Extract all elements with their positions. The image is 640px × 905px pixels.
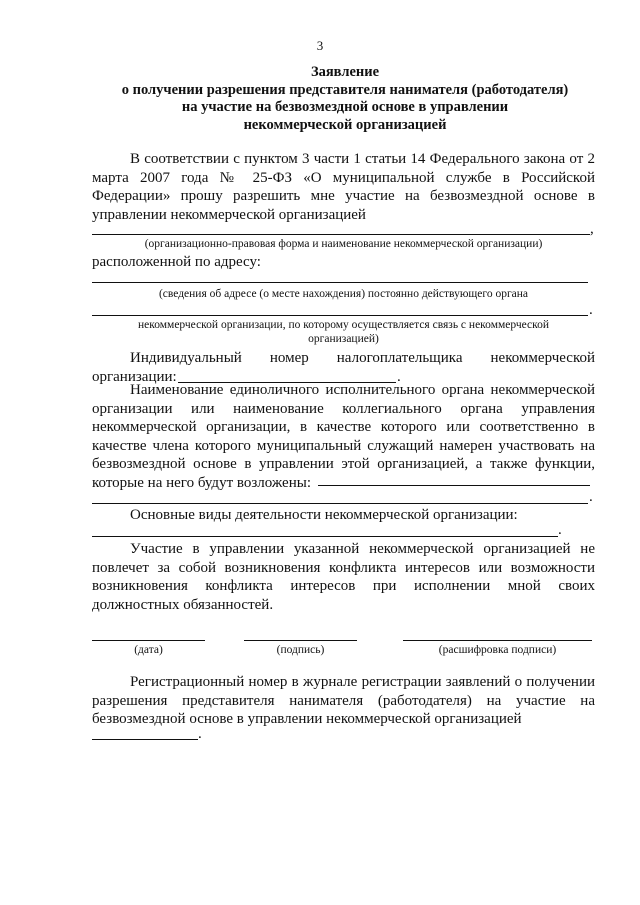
activities-label: Основные виды деятельности некоммерческой организации: <box>130 507 518 523</box>
address-period: . <box>589 302 593 318</box>
page-number: 3 <box>316 38 324 53</box>
no-conflict-paragraph: Участие в управлении указанной некоммерческой организацией не повлечет за собой возникновения конфликта интересов или возможности возникновения конфликта интересов при исполнении мной своих должностных обязанностей. <box>92 541 595 613</box>
functions-line-1[interactable] <box>318 485 590 486</box>
org-name-comma: , <box>590 221 594 237</box>
functions-line-2[interactable] <box>92 503 588 504</box>
activities-period: . <box>558 522 562 538</box>
caption-org-name: (организационно-правовая форма и наименование некоммерческой организации) <box>144 238 543 250</box>
inn-label-line2: организации: <box>92 369 177 385</box>
title-line-4: некоммерческой организацией <box>243 116 447 133</box>
caption-address-3: организацией) <box>308 333 379 345</box>
document-title <box>60 64 630 134</box>
caption-signature: (подпись) <box>276 644 325 656</box>
caption-address-1: (сведения об адресе (о месте нахождения) постоянно действующего органа <box>158 288 529 300</box>
title-line-2: о получении разрешения представителя нанимателя (работодателя) <box>121 81 569 98</box>
caption-decoding: (расшифровка подписи) <box>438 644 557 656</box>
signature-line[interactable] <box>244 640 357 641</box>
caption-date: (дата) <box>134 644 163 656</box>
functions-period: . <box>589 489 593 505</box>
org-name-line[interactable] <box>92 234 590 235</box>
date-line[interactable] <box>92 640 205 641</box>
address-line-2[interactable] <box>92 315 588 316</box>
title-line-1: Заявление <box>310 64 380 80</box>
executive-body-paragraph: Наименование единоличного исполнительного органа некоммерческой организации или наименование коллегиального органа управления некоммерческой организации, в качестве которого или соответственно в качестве члена которого муниципальный служащий намерен участвовать на безвозмездной основе в управлении этой организацией, а также функции, которые на него будут возложены: <box>92 382 595 491</box>
inn-period: . <box>397 369 401 385</box>
registration-paragraph: Регистрационный номер в журнале регистрации заявлений о получении разрешения представителя нанимателя (работодателя) на участие на безвозмездной основе в управлении некоммерческой организацией <box>92 674 595 727</box>
registration-period: . <box>198 726 202 742</box>
decoding-line[interactable] <box>403 640 592 641</box>
caption-address-2: некоммерческой организации, по которому осуществляется связь с некоммерческой <box>137 319 550 331</box>
intro-paragraph: В соответствии с пунктом 3 части 1 статьи 14 Федерального закона от 2 марта 2007 года № 25-ФЗ «О муниципальной службе в Российской Федерации» прошу разрешить мне участие на безвозмездной основе в управлении некоммерческой организацией <box>92 151 595 223</box>
activities-line[interactable] <box>92 536 558 537</box>
address-line-1[interactable] <box>92 282 588 283</box>
title-line-3: на участие на безвозмездной основе в управлении <box>181 99 509 116</box>
located-at-label: расположенной по адресу: <box>92 254 261 270</box>
registration-number-line[interactable] <box>92 739 198 740</box>
inn-label-line1: Индивидуальный номер налогоплательщика некоммерческой <box>130 350 595 366</box>
